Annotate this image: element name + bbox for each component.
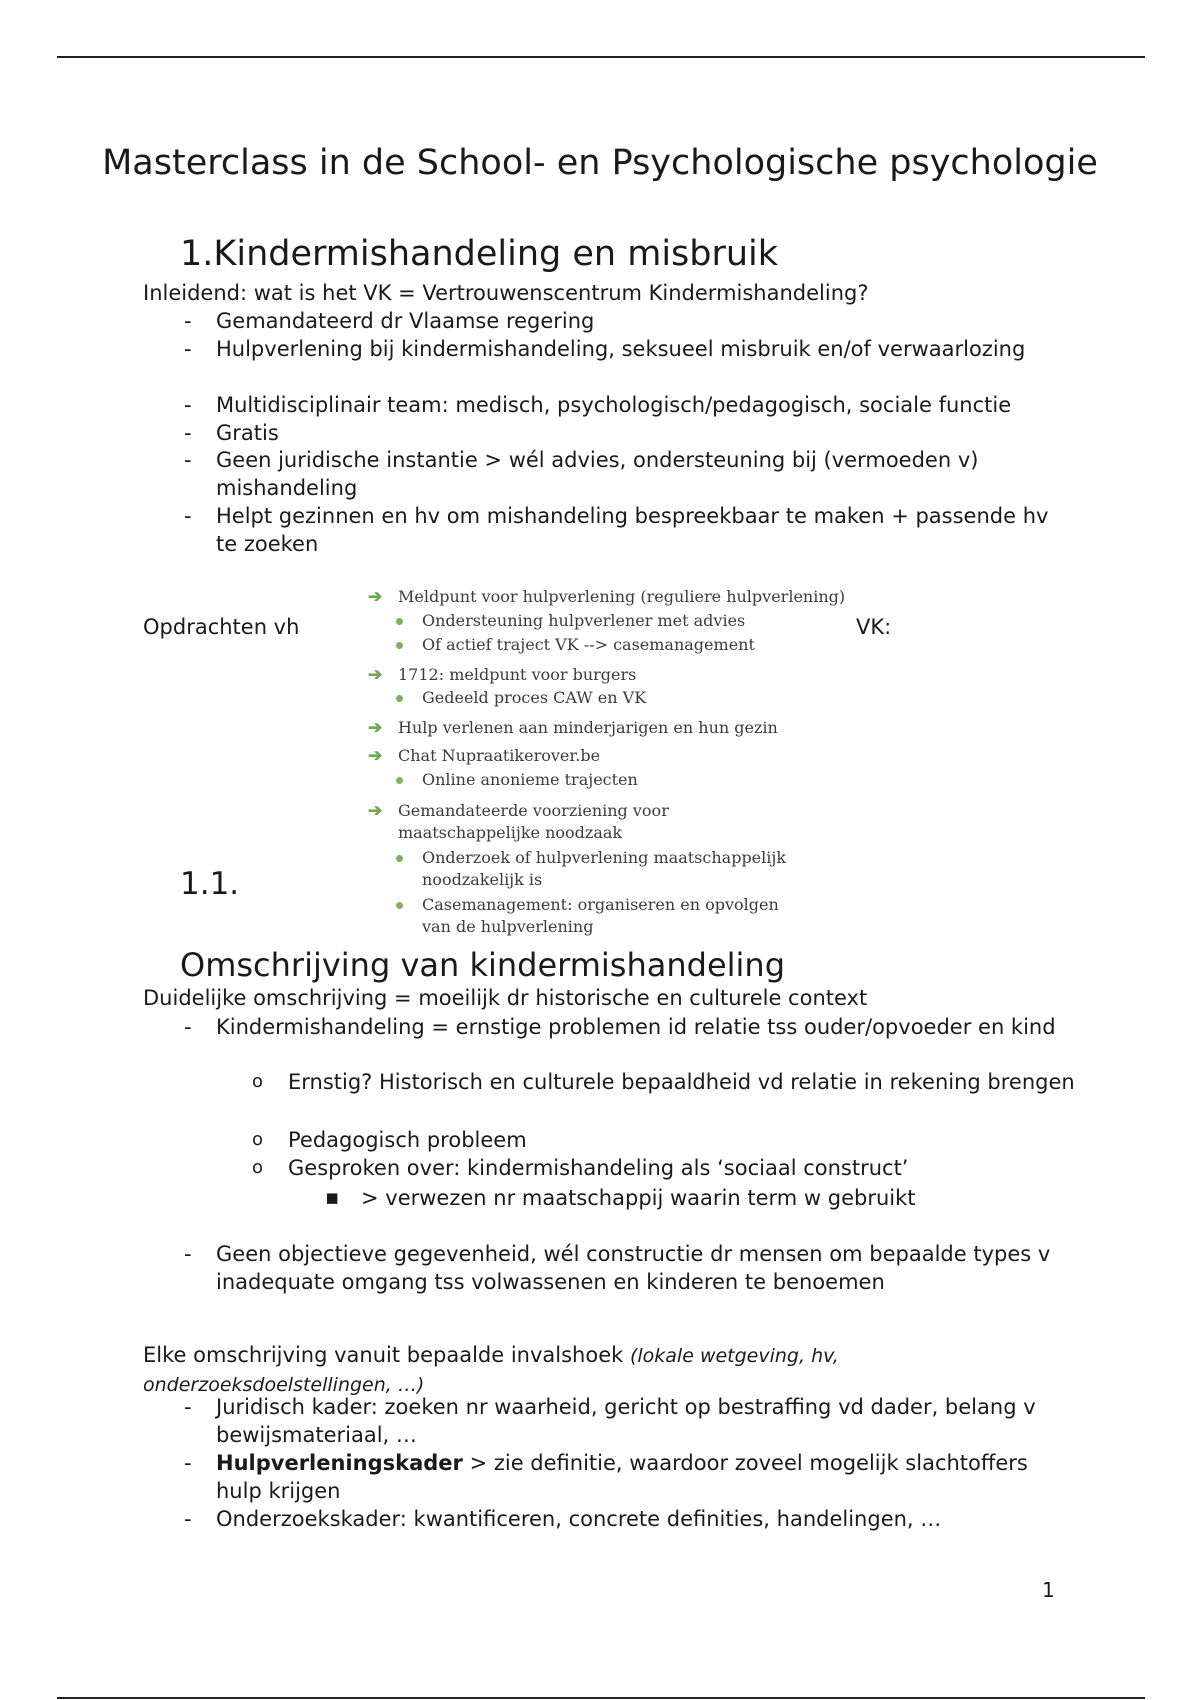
footer-rule: [57, 1697, 1145, 1699]
list-subitem: o Gesproken over: kindermishandeling als ‘sociaal construct’: [252, 1156, 909, 1180]
list-item: - Multidisciplinair team: medisch, psychologisch/pedagogisch, sociale functie: [184, 393, 1012, 417]
bullet-dot-icon: [396, 695, 403, 702]
list-item: - Hulpverleningskader > zie definitie, waardoor zoveel mogelijk slachtoffers hulp krijgen: [184, 1451, 1028, 1503]
section-1-1-intro: Duidelijke omschrijving = moeilijk dr historische en culturele context: [143, 986, 868, 1010]
list-item: - Kindermishandeling = ernstige problemen id relatie tss ouder/opvoeder en kind: [184, 1015, 1056, 1039]
section-1-1-number: 1.1.: [180, 866, 240, 902]
arrow-right-icon: ➔: [368, 746, 383, 766]
section-1-title: Kindermishandeling en misbruik: [213, 234, 779, 274]
bullet-dot-icon: [396, 642, 403, 649]
header-rule: [57, 56, 1145, 58]
opdrachten-label: Opdrachten vh: [143, 615, 300, 639]
list-item: - Gratis: [184, 421, 279, 445]
list-item: - Geen objectieve gegevenheid, wél constructie dr mensen om bepaalde types v inadequate omgang tss volwassenen en kinderen te benoemen: [184, 1242, 1051, 1294]
list-item: - Geen juridische instantie > wél advies, ondersteuning bij (vermoeden v) mishandeling: [184, 448, 979, 500]
page-number: 1: [1042, 1578, 1055, 1602]
list-item: - Hulpverlening bij kindermishandeling, seksueel misbruik en/of verwaarlozing: [184, 337, 1026, 361]
list-subitem: o Ernstig? Historisch en culturele bepaaldheid vd relatie in rekening brengen: [252, 1070, 1075, 1094]
section-1-1-heading: Omschrijving van kindermishandeling: [180, 946, 786, 984]
arrow-right-icon: ➔: [368, 665, 383, 685]
bullet-dot-icon: [396, 618, 403, 625]
list-item: - Juridisch kader: zoeken nr waarheid, gericht op bestraffing vd dader, belang v bewijsmateriaal, …: [184, 1395, 1036, 1447]
list-subitem: o Pedagogisch probleem: [252, 1128, 527, 1152]
list-item: - Gemandateerd dr Vlaamse regering: [184, 309, 595, 333]
bullet-dot-icon: [396, 777, 403, 784]
section-1-intro: Inleidend: wat is het VK = Vertrouwenscentrum Kindermishandeling?: [143, 281, 869, 305]
vk-label: VK:: [856, 615, 892, 639]
section-1-heading: [180, 234, 778, 274]
list-item: - Onderzoekskader: kwantificeren, concrete definities, handelingen, …: [184, 1507, 942, 1531]
section-1-number: 1.: [180, 234, 214, 274]
list-item: - Helpt gezinnen en hv om mishandeling bespreekbaar te maken + passende hv te zoeken: [184, 504, 1049, 556]
document-title: Masterclass in de School- en Psychologische psychologie: [102, 143, 1098, 183]
elke-omschrijving-paragraph: Elke omschrijving vanuit bepaalde invalshoek (lokale wetgeving, hv, onderzoeksdoelstellingen, …): [143, 1343, 839, 1396]
vk-tasks-figure: ➔ Meldpunt voor hulpverlening (reguliere hulpverlening) Ondersteuning hulpverlener met advies Of actief traject VK --> casemanagement ➔ 1712: meldpunt voor burgers Gedeeld proces CAW en VK ➔ Hulp verlenen aan minderjarigen en hun gezin ➔ Chat Nupraatikerover.be Online anonieme trajecten ➔ Gemandateerde voorziening voor maatschappelijke noodzaak Onderzoek of hulpverlening maatschappelijk noodzakelijk is Casemanagement: organiseren en opvolgen van de hulpverlening: [368, 587, 846, 936]
list-subsubitem: ▪ > verwezen nr maatschappij waarin term w gebruikt: [325, 1185, 916, 1210]
arrow-right-icon: ➔: [368, 718, 383, 738]
bullet-dot-icon: [396, 902, 403, 909]
bullet-dot-icon: [396, 855, 403, 862]
arrow-right-icon: ➔: [368, 587, 383, 607]
arrow-right-icon: ➔: [368, 801, 383, 821]
